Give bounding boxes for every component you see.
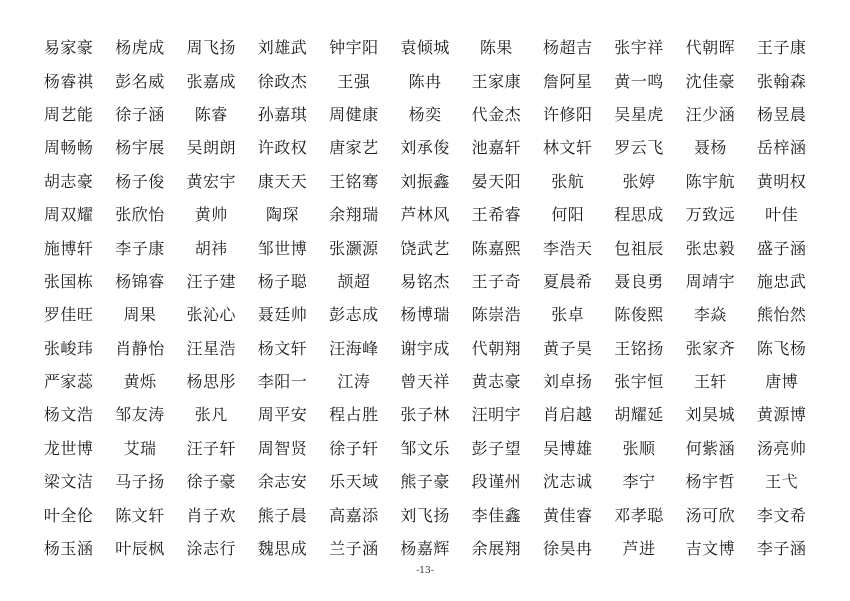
name-cell: 包祖辰: [614, 238, 664, 258]
name-cell: 陈宇航: [685, 171, 736, 191]
name-cell: 聂良勇: [614, 271, 664, 291]
name-cell: 杨宇哲: [685, 472, 736, 492]
name-cell: 黄佳睿: [542, 505, 593, 525]
name-cell: 颉超: [337, 271, 371, 291]
name-cell: 兰子涵: [329, 539, 379, 559]
name-cell: 张翰森: [756, 71, 807, 91]
name-cell: 涂志行: [186, 539, 236, 559]
name-cell: 杨锦睿: [115, 271, 165, 291]
name-cell: 王弋: [765, 472, 799, 492]
name-cell: 夏晨希: [542, 271, 593, 291]
name-cell: 刘卓扬: [542, 372, 593, 392]
name-cell: 徐昊冉: [542, 539, 593, 559]
name-cell: 张卓: [551, 305, 585, 325]
name-cell: 邹世博: [257, 238, 308, 258]
name-cell: 杨嘉辉: [400, 539, 450, 559]
name-cell: 代朝晖: [685, 38, 736, 58]
name-cell: 肖启越: [542, 405, 593, 425]
name-cell: 王家康: [471, 71, 522, 91]
name-cell: 李子康: [115, 238, 165, 258]
name-cell: 陶琛: [266, 205, 300, 225]
name-cell: 吴博雄: [542, 438, 593, 458]
name-cell: 钟宇阳: [329, 38, 379, 58]
name-cell: 李阳一: [257, 372, 308, 392]
name-cell: 林文轩: [542, 138, 593, 158]
name-cell: 杨虎成: [115, 38, 165, 58]
name-cell: 梁文洁: [43, 472, 94, 492]
name-cell: 邓孝聪: [614, 505, 664, 525]
page-number: -13-: [416, 566, 434, 576]
name-cell: 罗云飞: [614, 138, 664, 158]
name-cell: 邹友涛: [115, 405, 165, 425]
name-cell: 程思成: [614, 205, 664, 225]
name-cell: 艾瑞: [123, 438, 157, 458]
name-cell: 张忠毅: [685, 238, 736, 258]
name-cell: 杨文轩: [257, 338, 308, 358]
name-cell: 何紫涵: [685, 438, 736, 458]
name-cell: 杨昱晨: [756, 104, 807, 124]
name-cell: 熊子豪: [400, 472, 450, 492]
name-cell: 晏天阳: [471, 171, 522, 191]
name-cell: 李文希: [756, 505, 807, 525]
name-cell: 张欣怡: [115, 205, 165, 225]
name-cell: 陈文轩: [115, 505, 165, 525]
name-cell: 张婷: [622, 171, 656, 191]
name-cell: 叶辰枫: [115, 539, 165, 559]
name-cell: 王铭扬: [614, 338, 664, 358]
name-cell: 吴星虎: [614, 104, 664, 124]
name-cell: 黄宏宇: [186, 171, 236, 191]
name-cell: 张灏源: [329, 238, 379, 258]
name-cell: 汪少涵: [685, 104, 736, 124]
name-cell: 曾天祥: [400, 372, 450, 392]
name-cell: 汪子建: [186, 271, 236, 291]
name-cell: 王铭骞: [329, 171, 379, 191]
name-cell: 徐政杰: [257, 71, 308, 91]
name-cell: 杨宇展: [115, 138, 165, 158]
name-cell: 张子林: [400, 405, 450, 425]
name-cell: 周双耀: [43, 205, 94, 225]
name-cell: 代朝翔: [471, 338, 522, 358]
name-cell: 杨奕: [408, 104, 442, 124]
name-cell: 周平安: [257, 405, 308, 425]
name-cell: 杨子俊: [115, 171, 165, 191]
name-cell: 罗佳旺: [43, 305, 94, 325]
name-cell: 吉文博: [685, 539, 736, 559]
name-cell: 魏思成: [257, 539, 308, 559]
name-cell: 胡志豪: [43, 171, 94, 191]
name-cell: 李宁: [622, 472, 656, 492]
name-cell: 程占胜: [329, 405, 379, 425]
name-cell: 严家蕊: [43, 372, 94, 392]
name-cell: 王子奇: [471, 271, 522, 291]
name-cell: 杨思彤: [186, 372, 236, 392]
name-cell: 余翔瑞: [329, 205, 379, 225]
name-cell: 陈飞杨: [756, 338, 807, 358]
name-cell: 聂杨: [693, 138, 727, 158]
name-cell: 许修阳: [542, 104, 593, 124]
name-cell: 陈嘉熙: [471, 238, 522, 258]
name-cell: 黄烁: [123, 372, 157, 392]
names-grid: [33, 30, 817, 564]
name-cell: 肖子欢: [186, 505, 236, 525]
name-cell: 张嘉成: [186, 71, 236, 91]
name-cell: 黄明权: [756, 171, 807, 191]
name-cell: 陈冉: [408, 71, 442, 91]
name-cell: 周畅畅: [43, 138, 94, 158]
name-cell: 杨玉涵: [43, 539, 94, 559]
name-cell: 刘雄武: [257, 38, 308, 58]
name-cell: 万致远: [685, 205, 736, 225]
name-cell: 彭名威: [115, 71, 165, 91]
name-cell: 唐博: [765, 372, 799, 392]
name-cell: 周智贤: [257, 438, 308, 458]
name-cell: 袁倾城: [400, 38, 450, 58]
name-cell: 易铭杰: [400, 271, 450, 291]
name-cell: 王轩: [693, 372, 727, 392]
name-cell: 叶佳: [765, 205, 799, 225]
name-cell: 饶武艺: [400, 238, 450, 258]
name-cell: 池嘉轩: [471, 138, 522, 158]
name-cell: 汪星浩: [186, 338, 236, 358]
name-cell: 许政权: [257, 138, 308, 158]
name-cell: 杨睿祺: [43, 71, 94, 91]
name-cell: 李子涵: [756, 539, 807, 559]
name-cell: 叶全伦: [43, 505, 94, 525]
name-cell: 陈睿: [194, 104, 228, 124]
name-cell: 谢宇成: [400, 338, 450, 358]
name-cell: 黄子昊: [542, 338, 593, 358]
name-cell: 江涛: [337, 372, 371, 392]
name-cell: 唐家艺: [329, 138, 379, 158]
name-cell: 汪海峰: [329, 338, 379, 358]
name-cell: 杨子聪: [257, 271, 308, 291]
name-cell: 陈果: [479, 38, 513, 58]
name-cell: 黄一鸣: [614, 71, 664, 91]
name-cell: 周艺能: [43, 104, 94, 124]
name-cell: 王强: [337, 71, 371, 91]
name-cell: 施忠武: [756, 271, 807, 291]
name-cell: 熊子晨: [257, 505, 308, 525]
name-cell: 芦进: [622, 539, 656, 559]
name-cell: 张峻玮: [43, 338, 94, 358]
name-cell: 高嘉添: [329, 505, 379, 525]
name-cell: 徐子豪: [186, 472, 236, 492]
name-cell: 余展翔: [471, 539, 522, 559]
name-cell: 陈俊熙: [614, 305, 664, 325]
name-cell: 杨博瑞: [400, 305, 450, 325]
name-cell: 胡耀延: [614, 405, 664, 425]
name-cell: 张沁心: [186, 305, 236, 325]
name-cell: 岳梓涵: [756, 138, 807, 158]
name-cell: 孙嘉琪: [257, 104, 308, 124]
name-cell: 杨超吉: [542, 38, 593, 58]
name-cell: 沈志诚: [542, 472, 593, 492]
name-cell: 张航: [551, 171, 585, 191]
name-cell: 龙世博: [43, 438, 94, 458]
name-cell: 盛子涵: [756, 238, 807, 258]
name-cell: 张宇祥: [614, 38, 664, 58]
name-cell: 张国栋: [43, 271, 94, 291]
name-cell: 段谨州: [471, 472, 522, 492]
name-cell: 黄志豪: [471, 372, 522, 392]
name-cell: 王希睿: [471, 205, 522, 225]
name-cell: 沈佳豪: [685, 71, 736, 91]
name-cell: 张宇恒: [614, 372, 664, 392]
name-cell: 汤亮帅: [756, 438, 807, 458]
name-cell: 徐子轩: [329, 438, 379, 458]
name-cell: 熊怡然: [756, 305, 807, 325]
name-cell: 王子康: [756, 38, 807, 58]
name-cell: 黄源博: [756, 405, 807, 425]
name-cell: 张顺: [622, 438, 656, 458]
name-cell: 张凡: [194, 405, 228, 425]
name-cell: 代金杰: [471, 104, 522, 124]
name-cell: 张家齐: [685, 338, 736, 358]
name-cell: 李浩天: [542, 238, 593, 258]
name-cell: 马子扬: [115, 472, 165, 492]
name-cell: 乐天域: [329, 472, 379, 492]
name-cell: 杨文浩: [43, 405, 94, 425]
name-cell: 李佳鑫: [471, 505, 522, 525]
name-cell: 周健康: [329, 104, 379, 124]
name-cell: 吴朗朗: [186, 138, 236, 158]
name-cell: 聂廷帅: [257, 305, 308, 325]
name-cell: 肖静怡: [115, 338, 165, 358]
name-cell: 汪子轩: [186, 438, 236, 458]
name-cell: 周飞扬: [186, 38, 236, 58]
name-cell: 何阳: [551, 205, 585, 225]
name-cell: 刘振鑫: [400, 171, 450, 191]
name-cell: 彭子望: [471, 438, 522, 458]
name-cell: 汤可欣: [685, 505, 736, 525]
name-cell: 周果: [123, 305, 157, 325]
name-cell: 彭志成: [329, 305, 379, 325]
name-cell: 汪明宇: [471, 405, 522, 425]
name-cell: 詹阿星: [542, 71, 593, 91]
name-cell: 黄帅: [194, 205, 228, 225]
name-cell: 陈崇浩: [471, 305, 522, 325]
name-cell: 邹文乐: [400, 438, 450, 458]
name-cell: 余志安: [257, 472, 308, 492]
name-cell: 刘承俊: [400, 138, 450, 158]
name-cell: 徐子涵: [115, 104, 165, 124]
name-cell: 胡祎: [194, 238, 228, 258]
name-cell: 刘昊城: [685, 405, 736, 425]
name-cell: 芦林风: [400, 205, 450, 225]
name-cell: 易家豪: [43, 38, 94, 58]
name-cell: 刘飞扬: [400, 505, 450, 525]
name-cell: 康天天: [257, 171, 308, 191]
name-cell: 周靖宇: [685, 271, 736, 291]
name-cell: 李焱: [693, 305, 727, 325]
name-cell: 施博轩: [43, 238, 94, 258]
